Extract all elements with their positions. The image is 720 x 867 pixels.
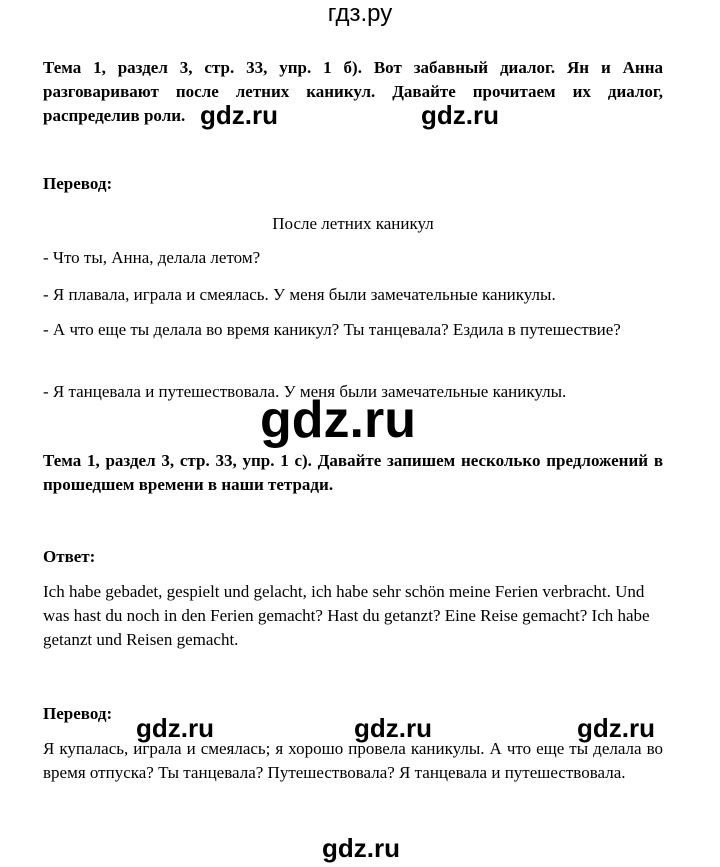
watermark: gdz.ru xyxy=(421,100,499,130)
answer-label: Ответ: xyxy=(43,547,96,566)
translation1-heading: После летних каникул xyxy=(272,214,434,233)
watermark: gdz.ru xyxy=(136,713,214,743)
task1-title: Тема 1, раздел 3, стр. 33, упр. 1 б). Вот забавный диалог. Ян и Анна разговаривают после летних каникул. Давайте прочитаем их диалог, распределив роли. xyxy=(43,58,663,125)
dialog-line-2: - Я плавала, играла и смеялась. У меня были замечательные каникулы. xyxy=(43,285,556,304)
watermark: gdz.ru xyxy=(577,713,655,743)
translation2-text: Я купалась, играла и смеялась; я хорошо провела каникулы. А что еще ты делала во время отпуска? Ты танцевала? Путешествовала? Я танцевала и путешествовала. xyxy=(43,739,663,782)
watermark: gdz.ru xyxy=(322,833,400,863)
dialog-line-4: - Я танцевала и путешествовала. У меня были замечательные каникулы. xyxy=(43,382,567,401)
watermark-large: gdz.ru xyxy=(260,391,416,449)
watermark: gdz.ru xyxy=(200,100,278,130)
translation1-label: Перевод: xyxy=(43,174,113,193)
dialog-line-1: - Что ты, Анна, делала летом? xyxy=(43,248,261,267)
watermark: gdz.ru xyxy=(354,713,432,743)
site-header: гдз.ру xyxy=(327,0,393,27)
dialog-line-3: - А что еще ты делала во время каникул? Ты танцевала? Ездила в путешествие? xyxy=(43,320,621,339)
answer-text: Ich habe gebadet, gespielt und gelacht, ich habe sehr schön meine Ferien verbracht. Und was hast du noch in den Ferien gemacht? Hast du getanzt? Eine Reise gemacht? Ich habe getanzt und Reisen gemacht. xyxy=(43,582,650,649)
translation2-label: Перевод: xyxy=(43,704,113,723)
task2-title: Тема 1, раздел 3, стр. 33, упр. 1 с). Давайте запишем несколько предложений в прошедшем времени в наши тетради. xyxy=(43,451,663,494)
